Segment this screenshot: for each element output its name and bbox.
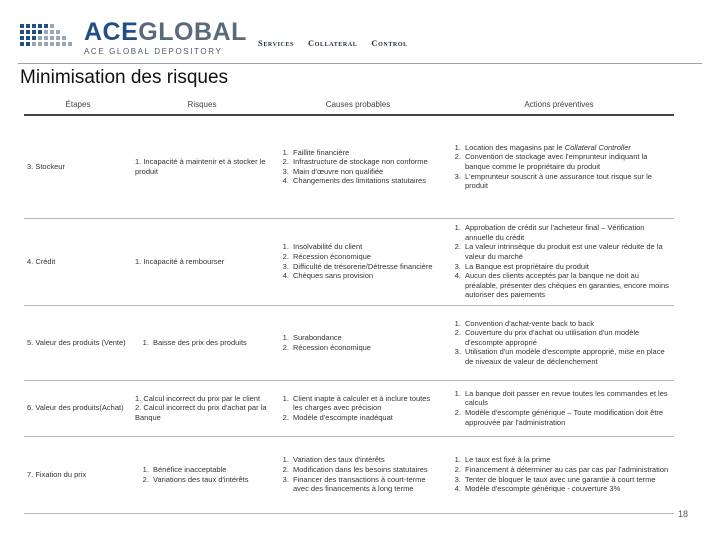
cause-item: 1. Variation des taux d'intérêts — [291, 455, 441, 465]
cause-item: 1. Surabondance — [291, 333, 441, 343]
actions-cell — [444, 218, 674, 305]
causes-cell — [272, 218, 444, 305]
risk-cell — [132, 305, 272, 380]
causes-cell — [272, 436, 444, 513]
globe-logo-icon — [18, 22, 74, 50]
risk-cell: 1. Incapacité à maintenir et à stocker le produit — [132, 115, 272, 218]
header-nav — [258, 38, 408, 48]
table-row — [24, 115, 674, 218]
cause-item: 2. Modèle d'escompte inadéquat — [291, 413, 441, 423]
actions-cell — [444, 380, 674, 436]
cause-item: 4. Chèques sans provision — [291, 271, 441, 281]
header-actions: Actions préventives — [444, 96, 674, 115]
header-causes: Causes probables — [272, 96, 444, 115]
table-row — [24, 305, 674, 380]
action-item: 2. Convention de stockage avec l'emprunteur indiquant la banque comme le propriétaire du produit — [463, 152, 671, 171]
action-item: 3. Utilisation d'un modèle d'escompte approprié, mise en place de niveaux de valeur de déclenchement — [463, 347, 671, 366]
action-item: 4. Aucun des clients acceptés par la banque ne doit au préalable, présenter des chèques en garanties, encore moins autoriser des paiements — [463, 271, 671, 300]
header-risques: Risques — [132, 96, 272, 115]
action-item: 3. La Banque est propriétaire du produit — [463, 262, 671, 272]
risk-cell — [132, 380, 272, 436]
brand-name: ACEGLOBAL — [84, 18, 247, 46]
stage-cell: 5. Valeur des produits (Vente) — [24, 305, 132, 380]
cause-item: 1. Insolvabilité du client — [291, 242, 441, 252]
collateral-controller-emphasis: Collateral Controller — [564, 142, 631, 152]
cause-item: 2. Infrastructure de stockage non conforme — [291, 157, 441, 167]
nav-item-control[interactable]: Control — [371, 38, 408, 48]
stage-cell: 6. Valeur des produits(Achat) — [24, 380, 132, 436]
risk-item: 2. Variations des taux d'intérêts — [151, 475, 269, 485]
cause-item: 1. Faillite financière — [291, 148, 441, 158]
action-item: 3. L'emprunteur souscrit à une assurance tout risque sur le produit — [463, 172, 671, 191]
action-item: 1. Le taux est fixé à la prime — [463, 455, 671, 465]
causes-cell — [272, 115, 444, 218]
stage-cell: 3. Stockeur — [24, 115, 132, 218]
cause-item: 1. Client inapte à calculer et à inclure toutes les charges avec précision — [291, 394, 441, 413]
risk-line: 1. Calcul incorrect du prix par le client — [135, 393, 261, 403]
actions-cell — [444, 436, 674, 513]
action-item: 2. Financement à déterminer au cas par cas par l'administration — [463, 465, 671, 475]
cause-item: 2. Modification dans les besoins statutaires — [291, 465, 441, 475]
cause-item: 2. Récession économique — [291, 252, 441, 262]
stage-cell: 4. Crédit — [24, 218, 132, 305]
table-row — [24, 218, 674, 305]
nav-item-collateral[interactable]: Collateral — [308, 38, 358, 48]
causes-cell — [272, 380, 444, 436]
nav-item-services[interactable]: Services — [258, 38, 294, 48]
header-etapes: Étapes — [24, 96, 132, 115]
actions-cell — [444, 305, 674, 380]
page-title: Minimisation des risques — [20, 67, 229, 88]
action-item: 1. Approbation de crédit sur l'acheteur final – Vérification annuelle du crédit — [463, 223, 671, 242]
table-row — [24, 436, 674, 513]
company-logo[interactable] — [18, 18, 247, 56]
action-item: 2. La valeur intrinsèque du produit est une valeur réduite de la valeur du marché — [463, 242, 671, 261]
action-item: 1. La banque doit passer en revue toutes les commandes et les calculs — [463, 389, 671, 408]
brand-tagline: ACE GLOBAL DEPOSITORY — [84, 47, 223, 56]
cause-item: 2. Récession économique — [291, 343, 441, 353]
table-row — [24, 380, 674, 436]
cause-item: 3. Main d'œuvre non qualifiée — [291, 167, 441, 177]
action-item: 2. Modèle d'escompte générique – Toute modification doit être approuvée par l'administration — [463, 408, 671, 427]
actions-cell — [444, 115, 674, 218]
risk-item: 1. Bénéfice inacceptable — [151, 465, 269, 475]
table-header-row — [24, 96, 674, 115]
risk-table — [24, 96, 674, 514]
risk-cell: 1. Incapacité à rembourser — [132, 218, 272, 305]
page-number: 18 — [677, 509, 688, 519]
cause-item: 3. Difficulté de trésorerie/Détresse financière — [291, 262, 441, 272]
risk-line: 2. Calcul incorrect du prix d'achat par la Banque — [135, 403, 267, 422]
header-divider — [18, 63, 702, 64]
cause-item: 4. Changements des limitations statutaires — [291, 176, 441, 186]
stage-cell: 7. Fixation du prix — [24, 436, 132, 513]
action-item: 1. Convention d'achat-vente back to back — [463, 319, 671, 329]
action-item: 2. Couverture du prix d'achat ou utilisation d'un modèle d'escompte approprié — [463, 328, 671, 347]
action-item: 3. Tenter de bloquer le taux avec une garantie à court terme — [463, 475, 671, 485]
causes-cell — [272, 305, 444, 380]
action-item: 4. Modèle d'escompte générique - couverture 3% — [463, 484, 671, 494]
risk-item: 1. Baisse des prix des produits — [151, 338, 269, 348]
action-item: 1. Location des magasins par le Collateral Controller — [463, 143, 671, 153]
risk-cell — [132, 436, 272, 513]
cause-item: 3. Financer des transactions à court-terme avec des financements à long terme — [291, 475, 441, 494]
